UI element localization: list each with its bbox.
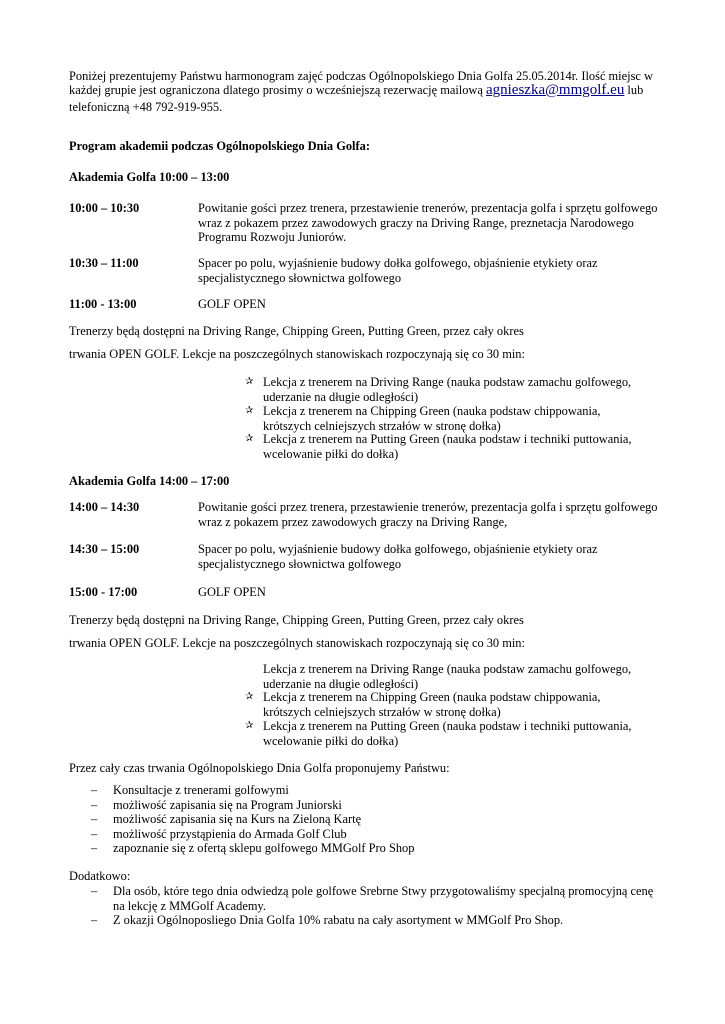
lesson-line: uderzanie na długie odległości) [263,676,419,691]
dash-bullet-icon: – [91,913,98,927]
extras-item-line: na lekcję z MMGolf Academy. [113,898,266,913]
desc-line: Spacer po polu, wyjaśnienie budowy dołka golfowego, objaśnienie etykiety oraz [198,542,598,556]
offer-intro: Przez cały czas trwania Ogólnopolskiego Dnia Golfa proponujemy Państwu: [69,761,450,775]
morning-slot-3-time: 11:00 - 13:00 [69,297,137,311]
morning-trainers-line-1: Trenerzy będą dostępni na Driving Range, Chipping Green, Putting Green, przez cały okres [69,324,524,338]
lesson-line: Lekcja z trenerem na Putting Green (nauka podstaw i techniki puttowania, [263,432,632,446]
intro-line-2-end: lub [624,83,644,97]
morning-trainers-line-2: trwania OPEN GOLF. Lekcje na poszczególnych stanowiskach rozpoczynają się co 30 min: [69,347,525,361]
offer-item-text: Konsultacje z trenerami golfowymi [113,783,289,797]
afternoon-trainers-line-1: Trenerzy będą dostępni na Driving Range, Chipping Green, Putting Green, przez cały okres [69,613,524,627]
star-bullet-icon: ✰ [245,376,254,387]
desc-line: specjalistycznego słownictwa golfowego [198,270,402,285]
lesson-line: krótszych celniejszych strzałów w stronę dołka) [263,418,501,433]
morning-slot-3-desc [198,297,658,312]
intro-line-1: Poniżej prezentujemy Państwu harmonogram zajęć podczas Ogólnopolskiego Dnia Golfa 25.05.2014r. Ilość miejsc w [69,69,653,83]
dash-bullet-icon: – [91,884,98,898]
dash-bullet-icon: – [91,841,98,855]
lesson-line: Lekcja z trenerem na Chipping Green (nauka podstaw chippowania, [263,404,601,418]
afternoon-slot-1-desc [198,500,658,529]
afternoon-slot-3-desc [198,585,658,600]
lesson-line: Lekcja z trenerem na Putting Green (nauka podstaw i techniki puttowania, [263,719,632,733]
lesson-line: Lekcja z trenerem na Driving Range (nauka podstaw zamachu golfowego, [263,375,632,389]
desc-line: GOLF OPEN [198,585,266,599]
afternoon-heading: Akademia Golfa 14:00 – 17:00 [69,474,230,488]
offer-item-text: zapoznanie się z ofertą sklepu golfowego MMGolf Pro Shop [113,841,415,855]
extras-item-line: Dla osób, które tego dnia odwiedzą pole golfowe Srebrne Stwy przygotowaliśmy specjalną promocyjną cenę [113,884,654,898]
star-bullet-icon: ✰ [245,691,254,702]
desc-line: wraz z pokazem przez zawodowych graczy na Driving Range, [198,514,508,529]
intro-line-2 [69,83,643,98]
afternoon-slot-3-time: 15:00 - 17:00 [69,585,138,599]
lesson-line: wcelowanie piłki do dołka) [263,446,399,461]
lesson-line: krótszych celniejszych strzałów w stronę dołka) [263,704,501,719]
lesson-line: Lekcja z trenerem na Chipping Green (nauka podstaw chippowania, [263,690,601,704]
offer-item-text: możliwość przystąpienia do Armada Golf Club [113,827,347,841]
lesson-line: uderzanie na długie odległości) [263,389,419,404]
dash-bullet-icon: – [91,827,98,841]
intro-line-3: telefoniczną +48 792-919-955. [69,100,223,114]
morning-slot-1-time: 10:00 – 10:30 [69,201,140,215]
star-bullet-icon: ✰ [245,405,254,416]
desc-line: specjalistycznego słownictwa golfowego [198,556,402,571]
morning-slot-2-desc [198,256,658,285]
desc-line: GOLF OPEN [198,297,266,311]
dash-bullet-icon: – [91,798,98,812]
lesson-line: Lekcja z trenerem na Driving Range (nauka podstaw zamachu golfowego, [263,662,632,676]
afternoon-slot-2-desc [198,542,658,571]
star-bullet-icon: ✰ [245,720,254,731]
dash-bullet-icon: – [91,783,98,797]
extras-item-line: Z okazji Ogólnoposliego Dnia Golfa 10% rabatu na cały asortyment w MMGolf Pro Shop. [113,913,564,927]
afternoon-slot-2-time: 14:30 – 15:00 [69,542,140,556]
intro-line-2-text: każdej grupie jest ograniczona dlatego prosimy o wcześniejszą rezerwację mailową [69,83,486,97]
afternoon-slot-1-time: 14:00 – 14:30 [69,500,140,514]
offer-item-text: możliwość zapisania się na Kurs na Zieloną Kartę [113,812,362,826]
desc-line: Powitanie gości przez trenera, przestawienie trenerów, prezentacja golfa i sprzętu golfowego [198,201,658,215]
morning-slot-1-desc [198,201,658,245]
program-title: Program akademii podczas Ogólnopolskiego Dnia Golfa: [69,139,370,153]
desc-line: Programu Rozwoju Juniorów. [198,230,347,244]
afternoon-trainers-line-2: trwania OPEN GOLF. Lekcje na poszczególnych stanowiskach rozpoczynają się co 30 min: [69,636,525,650]
lesson-line: wcelowanie piłki do dołka) [263,733,399,748]
dash-bullet-icon: – [91,812,98,826]
desc-line: Powitanie gości przez trenera, przestawienie trenerów, prezentacja golfa i sprzętu golfowego [198,500,658,514]
star-bullet-icon: ✰ [245,433,254,444]
desc-line: wraz z pokazem przez zawodowych graczy na Driving Range, preznetacja Narodowego [198,215,634,230]
extras-heading: Dodatkowo: [69,869,131,883]
desc-line: Spacer po polu, wyjaśnienie budowy dołka golfowego, objaśnienie etykiety oraz [198,256,598,270]
offer-item-text: możliwość zapisania się na Program Juniorski [113,798,342,812]
morning-slot-2-time: 10:30 – 11:00 [69,256,139,270]
email-link[interactable]: agnieszka@mmgolf.eu [485,82,625,98]
morning-heading: Akademia Golfa 10:00 – 13:00 [69,170,230,184]
